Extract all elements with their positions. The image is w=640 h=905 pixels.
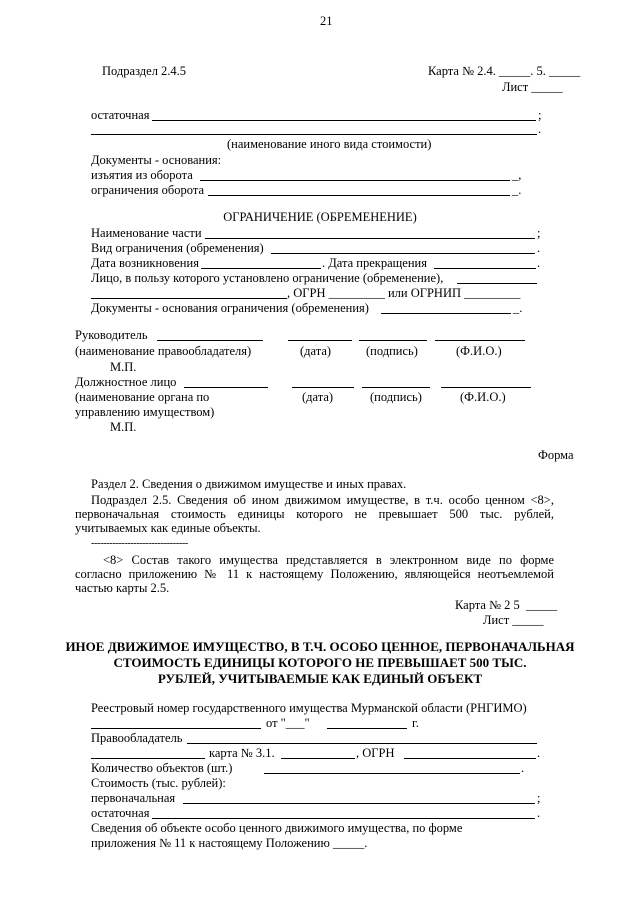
documents-label: Документы - основания: — [91, 153, 222, 167]
stamp-label-2: М.П. — [110, 420, 137, 434]
sign-caption-2: (подпись) — [370, 390, 422, 404]
count-label: Количество объектов (шт.) — [91, 761, 233, 775]
withdrawal-label: изъятия из оборота — [91, 168, 193, 182]
organ-caption-2: управлению имуществом) — [75, 405, 215, 419]
official-date-line — [292, 387, 354, 388]
start-date-label: Дата возникновения — [91, 256, 199, 270]
registry-number-label: Реестровый номер государственного имущества Мурманской области (РНГИМО) — [91, 701, 527, 715]
subsection-label: Подраздел 2.4.5 — [102, 64, 187, 78]
head-line — [157, 340, 263, 341]
object-info-line-1: Сведения об объекте особо ценного движимого имущества, по форме — [91, 821, 463, 835]
blank-line — [91, 134, 537, 135]
card-2-5-sheet: Лист _____ — [483, 613, 544, 627]
holder-line-2 — [91, 758, 205, 759]
encumbrance-title: ОГРАНИЧЕНИЕ (ОБРЕМЕНЕНИЕ) — [223, 210, 417, 224]
type-end: . — [537, 241, 541, 255]
type-line — [271, 253, 535, 254]
heading-line-1: ИНОЕ ДВИЖИМОЕ ИМУЩЕСТВО, В Т.Ч. ОСОБО ЦЕННОЕ, ПЕРВОНАЧАЛЬНАЯ — [65, 639, 575, 654]
registry-from: от "___" — [266, 716, 310, 730]
end-date-label: . Дата прекращения — [322, 256, 427, 270]
registry-year: г. — [412, 716, 419, 730]
beneficiary-line-2 — [91, 298, 287, 299]
official-sign-line — [362, 387, 430, 388]
registry-residual-line — [152, 818, 535, 819]
withdrawal-end: _, — [512, 168, 522, 182]
head-date-line — [288, 340, 352, 341]
holder-caption: (наименование правообладателя) — [75, 344, 252, 358]
registry-residual-end: . — [537, 806, 541, 820]
official-label: Должностное лицо — [75, 375, 177, 389]
encumbrance-docs-label: Документы - основания ограничения (обременения) — [91, 301, 369, 315]
restriction-end: _. — [512, 183, 522, 197]
heading-line-2: СТОИМОСТЬ ЕДИНИЦЫ КОТОРОГО НЕ ПРЕВЫШАЕТ 500 ТЫС. — [113, 655, 527, 670]
count-line — [264, 773, 520, 774]
section-title: Раздел 2. Сведения о движимом имуществе и иных правах. — [91, 477, 407, 491]
part-name-label: Наименование части — [91, 226, 202, 240]
part-name-end: ; — [537, 226, 541, 240]
card-2-5-number: Карта № 2 5 _____ — [455, 598, 558, 612]
residual-label: остаточная — [91, 108, 150, 122]
registry-ogrn-label: , ОГРН — [356, 746, 395, 760]
organ-caption-1: (наименование органа по — [75, 390, 210, 404]
residual-line — [152, 120, 536, 121]
residual-semicolon: ; — [538, 108, 542, 122]
initial-label: первоначальная — [91, 791, 176, 805]
encumbrance-docs-line — [381, 313, 511, 314]
initial-end: ; — [537, 791, 541, 805]
blank-line-dot: . — [538, 122, 542, 136]
card-3-1-label: карта № 3.1. — [209, 746, 275, 760]
other-value-caption: (наименование иного вида стоимости) — [227, 137, 432, 151]
card-number: Карта № 2.4. _____. 5. _____ — [428, 64, 581, 78]
beneficiary-line — [457, 283, 537, 284]
form-label: Форма — [538, 448, 574, 462]
official-line — [184, 387, 268, 388]
registry-ogrn-line — [404, 758, 536, 759]
date-caption: (дата) — [300, 344, 332, 358]
fio-caption-2: (Ф.И.О.) — [460, 390, 506, 404]
start-date-line — [201, 268, 321, 269]
sign-caption: (подпись) — [366, 344, 418, 358]
registry-number-line — [91, 728, 261, 729]
type-label: Вид ограничения (обременения) — [91, 241, 264, 255]
head-label: Руководитель — [75, 328, 148, 342]
value-label: Стоимость (тыс. рублей): — [91, 776, 226, 790]
footnote-text: <8> Состав такого имущества представляется в электронном виде по форме согласно приложению № 11 к настоящему Положению, являющейся неотъемлемой частью карты 2.5. — [75, 553, 554, 595]
sheet-number: Лист _____ — [502, 80, 563, 94]
holder-label: Правообладатель — [91, 731, 183, 745]
registry-residual-label: остаточная — [91, 806, 150, 820]
initial-line — [183, 803, 535, 804]
card-3-1-line — [281, 758, 355, 759]
restriction-label: ограничения оборота — [91, 183, 205, 197]
fio-caption: (Ф.И.О.) — [456, 344, 502, 358]
restriction-line — [208, 195, 510, 196]
withdrawal-line — [200, 180, 510, 181]
page-number: 21 — [320, 14, 333, 28]
registry-ogrn-end: . — [537, 746, 541, 760]
head-sign-line — [359, 340, 427, 341]
part-name-line — [205, 238, 535, 239]
subsection-text: Подраздел 2.5. Сведения об ином движимом имуществе, в т.ч. особо ценном <8>, первоначальная стоимость единицы которого не превышает 500 тыс. рублей, учитываемых как единые объекты. — [75, 493, 554, 535]
date-caption-2: (дата) — [302, 390, 334, 404]
registry-date-line — [327, 728, 407, 729]
stamp-label: М.П. — [110, 360, 137, 374]
encumbrance-docs-end: _. — [513, 301, 523, 315]
ogrn-label: , ОГРН _________ или ОГРНИП _________ — [287, 286, 521, 300]
object-info-line-2: приложения № 11 к настоящему Положению _____. — [91, 836, 368, 850]
count-end: . — [521, 761, 525, 775]
heading-line-3: РУБЛЕЙ, УЧИТЫВАЕМЫЕ КАК ЕДИНЫЙ ОБЪЕКТ — [157, 671, 483, 686]
footnote-separator: -------------------------------- — [91, 538, 188, 549]
end-date-line — [434, 268, 536, 269]
official-fio-line — [441, 387, 531, 388]
end-date-end: . — [537, 256, 541, 270]
beneficiary-label: Лицо, в пользу которого установлено ограничение (обременение), — [91, 271, 444, 285]
holder-line — [187, 743, 537, 744]
head-fio-line — [435, 340, 525, 341]
